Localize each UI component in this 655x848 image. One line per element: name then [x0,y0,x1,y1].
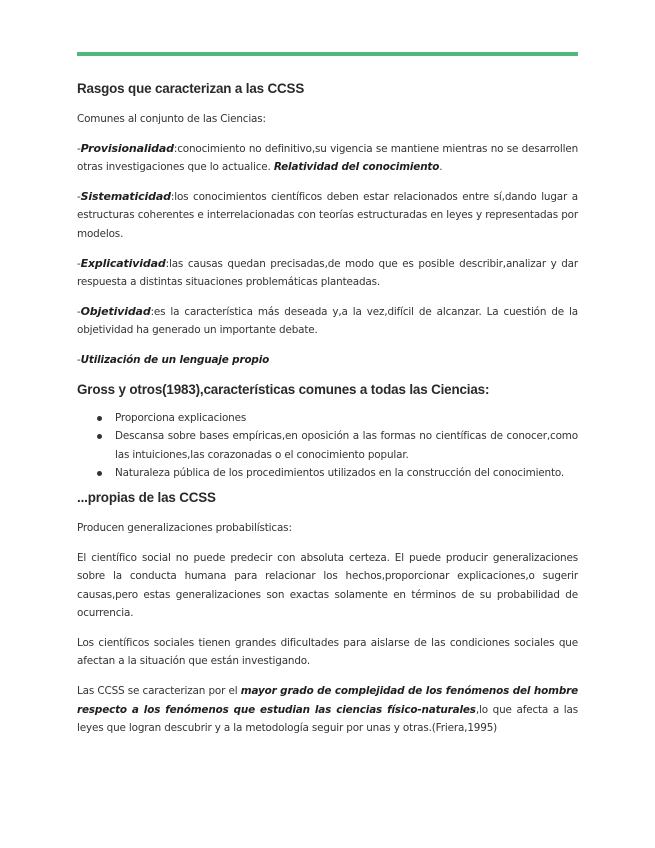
list-item: Descansa sobre bases empíricas,en oposición a las formas no científicas de conocer,como las intuiciones,las corazonadas o el conocimiento popular. [77,427,578,464]
heading-gross: Gross y otros(1983),características comunes a todas las Ciencias: [77,381,490,397]
bullet-icon [97,434,102,439]
heading-rasgos: Rasgos que caracterizan a las CCSS [77,81,305,96]
emph-complejidad: mayor grado de complejidad de los fenómenos del hombre respecto a los fenómenos que estudian las ciencias físico-naturales [77,685,578,716]
characteristics-list [77,409,578,483]
item-sistematicidad: -Sistematicidad:los conocimientos científicos deben estar relacionados entre sí,dando lugar a estructuras coherentes e interrelacionadas con teorías estructuradas en leyes y representadas por modelos. [77,189,578,240]
term-explicatividad: Explicatividad [80,256,166,270]
term-provisionalidad: Provisionalidad [80,141,174,155]
paragraph-complejidad: Las CCSS se caracterizan por el mayor grado de complejidad de los fenómenos del hombre respecto a los fenómenos que estudian las ciencias físico-naturales,lo que afecta a las leyes que logran descubrir y a la metodología seguir por unas y otras.(Friera,1995) [77,685,578,735]
paragraph-dificultades: Los científicos sociales tienen grandes dificultades para aislarse de las condiciones sociales que afectan a la situación que están investigando. [77,636,578,668]
propias-intro: Producen generalizaciones probabilísticas: [77,521,292,534]
term-objetividad: Objetividad [80,304,151,318]
heading-propias: ...propias de las CCSS [77,489,216,505]
list-item: Naturaleza pública de los procedimientos utilizados en la construcción del conocimiento. [77,464,578,483]
paragraph-prediccion: El científico social no puede predecir con absoluta certeza. El puede producir generalizaciones sobre la conducta humana para relacionar los hechos,proporcionar explicaciones,o sugerir causas,pero estas generalizaciones son exactas solamente en términos de su probabilidad de ocurrencia. [77,551,578,620]
top-green-rule [77,52,578,56]
term-sistematicidad: Sistematicidad [80,189,171,203]
item-explicatividad: -Explicatividad:las causas quedan precisadas,de modo que es posible describir,analizar y dar respuesta a distintas situaciones problemáticas planteadas. [77,256,578,289]
list-item: Proporciona explicaciones [77,409,578,428]
bullet-icon [97,471,102,476]
item-lenguaje: -Utilización de un lenguaje propio [77,353,270,366]
document-content [77,80,578,749]
emph-relatividad: Relatividad del conocimiento [273,161,440,174]
bullet-icon [97,416,102,421]
intro-text: Comunes al conjunto de las Ciencias: [77,113,266,125]
term-lenguaje: Utilización de un lenguaje propio [80,353,270,366]
item-provisionalidad: -Provisionalidad:conocimiento no definitivo,su vigencia se mantiene mientras no se desarrollen otras investigaciones que lo actualice. Relatividad del conocimiento. [77,141,578,174]
item-objetividad: -Objetividad:es la característica más deseada y,a la vez,difícil de alcanzar. La cuestión de la objetividad ha generado un importante debate. [77,304,578,337]
